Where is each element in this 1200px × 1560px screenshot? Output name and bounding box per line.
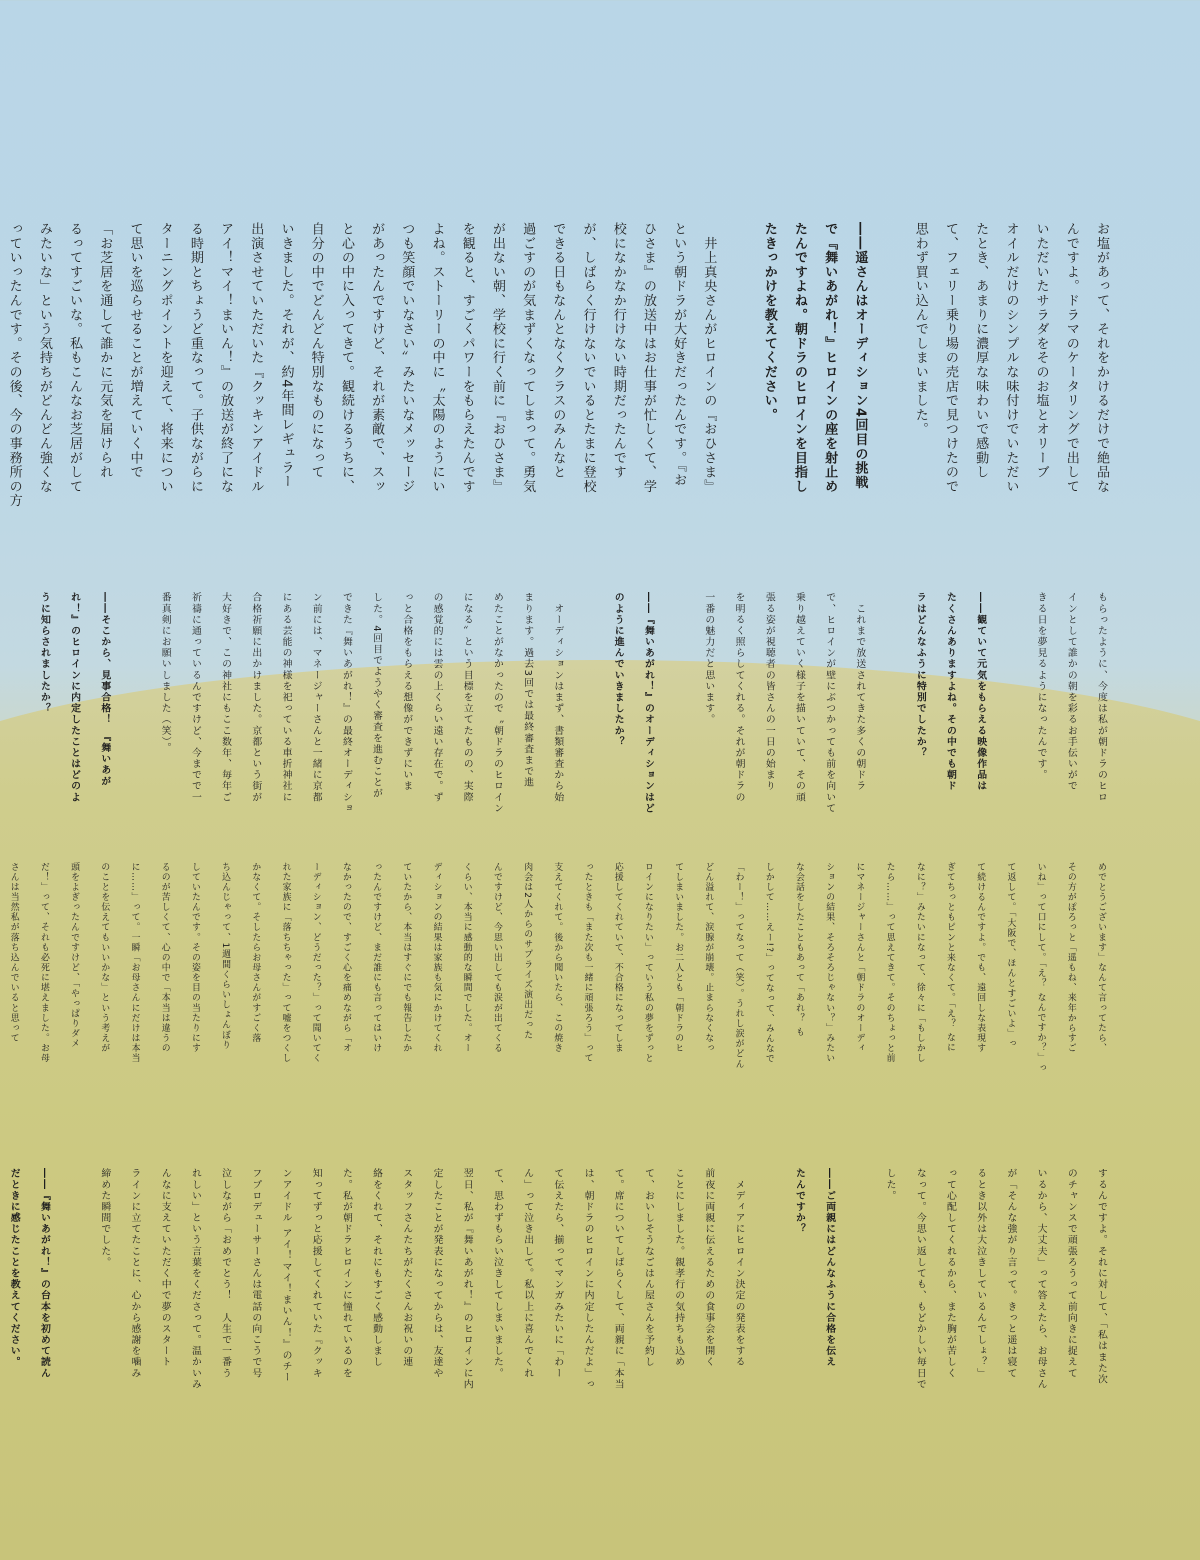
body-line: と心の中に入ってきて。観続けるうちに、 xyxy=(338,222,354,494)
body-line: 絡をくれて、それにもすごく感動しまし xyxy=(371,1168,383,1368)
body-line: を観ると、すごくパワーをもらえたんです xyxy=(459,222,475,494)
body-line: だ！」って、それも必死に堪えました。お母 xyxy=(38,862,49,1064)
body-line: いね」って口にして。「え？ なんですか？」っ xyxy=(1035,862,1046,1074)
question-line: ラはどんなふうに特別でしたか？ xyxy=(914,592,926,759)
body-line: ロインになりたい」っていう私の夢をずっと xyxy=(642,862,653,1064)
body-line: ていたから、本当はすぐにでも報告したか xyxy=(401,862,412,1054)
body-line: どん溢れて、涙腺が崩壊。止まらなくなっ xyxy=(703,862,714,1054)
body-line: もらったように、今度は私が朝ドラのヒロ xyxy=(1096,592,1107,803)
body-line: めでとうございます」なんて言ってたら、 xyxy=(1096,862,1106,1054)
body-line: 締めた瞬間でした。 xyxy=(99,1168,111,1268)
body-line: るとき以外は大泣きしているんでしょ？」 xyxy=(975,1168,987,1379)
body-line: ディションの結果は家族も気にかけてくれ xyxy=(431,862,442,1054)
body-line: て伝えたら、揃ってマンガみたいに「わー xyxy=(552,1168,564,1379)
question-line: たんですか？ xyxy=(793,1168,805,1235)
question-line: で『舞いあがれ！』ヒロインの座を射止め xyxy=(822,222,838,494)
body-line: 「わー！」ってなって（笑）。うれし涙がどん xyxy=(733,862,744,1070)
body-line: きる日を夢見るようになったんです。 xyxy=(1035,592,1047,781)
body-line: 肉会は2人からのサプライズ演出だった xyxy=(522,862,533,1041)
body-line: まります。過去3回では最終審査まで進 xyxy=(522,592,534,789)
body-line: るってすごいな。私もこんなお芝居がして xyxy=(67,222,83,494)
spacer-line xyxy=(844,1168,874,1394)
text-column-middle xyxy=(0,592,1116,818)
body-line: 自分の中でどんどん特別なものになって xyxy=(308,222,324,480)
spacer-line xyxy=(995,592,1025,818)
body-line: 翌日、私が『舞いあがれ！』のヒロインに内 xyxy=(461,1168,473,1390)
body-line: ぎてちっともピンと来なくて。「え？ なに xyxy=(944,862,955,1053)
body-line: たら……」って思えてきて。そのちょっと前 xyxy=(884,862,895,1064)
question-line: ――観ていて元気をもらえる映像作品は xyxy=(975,592,987,792)
body-line: できる日もなんとなくクラスのみんなと xyxy=(550,222,566,480)
body-line: フプロデューサーさんは電話の向こうで号 xyxy=(250,1168,262,1379)
question-line: れ！』のヒロインに内定したことはどのよ xyxy=(69,592,81,803)
body-line: ん」って泣き出して。私以上に喜んでくれ xyxy=(522,1168,534,1379)
question-line: たくさんありますよね。その中でも朝ド xyxy=(944,592,956,792)
body-line: るのが苦しくて、心の中で「本当は違うの xyxy=(159,862,170,1054)
body-line: これまで放送されてきた多くの朝ドラ xyxy=(854,592,866,792)
body-line: て、フェリー乗り場の売店で見つけたので xyxy=(942,222,958,494)
body-line: にマネージャーさんと「朝ドラのオーディ xyxy=(854,862,865,1054)
question-line: だときに感じたことを教えてください。 xyxy=(8,1168,20,1368)
body-line: た。私が朝ドラヒロインに憧れているのを xyxy=(340,1168,352,1379)
text-column-top xyxy=(0,222,1116,512)
body-line: ンアイドル アイ！マイ！まいん！』のチー xyxy=(280,1168,292,1384)
body-line: さんは当然私が落ち込んでいると思って xyxy=(8,862,19,1044)
body-line: 思わず買い込んでしまいました。 xyxy=(912,222,928,437)
body-line: る時期とちょうど重なって。子供ながらに xyxy=(187,222,203,494)
body-line: んですよ。ドラマのケータリングで出して xyxy=(1063,222,1079,494)
body-line: 前夜に両親に伝えるための食事会を開く xyxy=(703,1168,715,1368)
body-line: 「お芝居を通して誰かに元気を届けられ xyxy=(97,222,113,480)
question-line: ――そこから、見事合格！ 『舞いあが xyxy=(99,592,111,787)
body-line: れしい」という言葉をくださって。温かいみ xyxy=(189,1168,201,1390)
body-line: 張る姿が視聴者の皆さんの一日の始まり xyxy=(763,592,775,792)
body-line: ーディション、どうだった？」って聞いてく xyxy=(310,862,321,1064)
body-line: っと合格をもらえる想像ができずにいま xyxy=(401,592,413,792)
body-line: していたんです。その姿を目の当たりにす xyxy=(189,862,200,1054)
body-line: つも笑顔でいなさい〟みたいなメッセージ xyxy=(399,222,415,494)
body-line: にある芸能の神様を祀っている車折神社に xyxy=(280,592,292,803)
spacer-line xyxy=(59,1168,89,1394)
text-column-last xyxy=(0,1168,1116,1394)
body-line: ち込んじゃって、1週間くらいしょんぼり xyxy=(220,862,231,1051)
spacer-line xyxy=(119,592,149,818)
body-line: で、ヒロインが壁にぶつかっても前を向いて xyxy=(824,592,836,814)
body-line: しかして……えー!?」ってなって、みんなで xyxy=(763,862,774,1064)
body-line: たとき、あまりに濃厚な味わいで感動し xyxy=(973,222,989,480)
spacer-line xyxy=(572,592,602,818)
body-line: できた『舞いあがれ！』の最終オーディショ xyxy=(340,592,352,814)
body-line: ラインに立てたことに、心から感謝を噛み xyxy=(129,1168,141,1379)
body-line: は、朝ドラのヒロインに内定したんだよ」っ xyxy=(582,1168,594,1390)
body-line: という朝ドラが大好きだったんです。『お xyxy=(671,222,687,488)
body-line: てしまいました。お二人とも「朝ドラのヒ xyxy=(673,862,684,1054)
question-line: たきっかけを教えてください。 xyxy=(761,222,777,423)
body-line: っていったんです。その後、今の事務所の方 xyxy=(6,222,22,508)
body-line: その方がぽろっと「遥もね、来年からすご xyxy=(1065,862,1076,1054)
body-line: て続けるんですよ。でも、遠回しな表現す xyxy=(975,862,986,1054)
body-line: 頭をよぎったんですけど、「やっぱりダメ xyxy=(69,862,80,1049)
body-line: 知ってずっと応援してくれていた『クッキ xyxy=(310,1168,322,1379)
body-line: オイルだけのシンプルな味付けでいただい xyxy=(1003,222,1019,494)
body-line: 祈禱に通っているんですけど、今までで一 xyxy=(189,592,201,803)
body-line: の感覚的には雲の上くらい遠い存在で。ず xyxy=(431,592,443,803)
spacer-line xyxy=(754,1168,784,1394)
spacer-line xyxy=(874,222,904,512)
body-line: れた家族に「落ちちゃった」って嘘をつくし xyxy=(280,862,291,1064)
body-line: ったときも「また次も一緒に頑張ろう」って xyxy=(582,862,593,1064)
body-line: ったんですけど、まだ誰にも言ってはいけ xyxy=(371,862,382,1054)
body-line: のチャンスで頑張ろうって前向きに捉えて xyxy=(1065,1168,1077,1379)
body-line: かなくて。そしたらお母さんがすごく落 xyxy=(250,862,261,1044)
body-line: 校になかなか行けない時期だったんです xyxy=(610,222,626,480)
body-line: が「そんな強がり言って。きっと遥は寝て xyxy=(1005,1168,1017,1379)
question-line: ――ご両親にはどんなふうに合格を伝え xyxy=(824,1168,836,1368)
body-line: 泣しながら「おめでとう！ 人生で一番う xyxy=(220,1168,232,1379)
body-line: なに？」みたいになって、徐々に「もしかし xyxy=(914,862,925,1064)
body-line: のことを伝えてもいいかな」という考えが xyxy=(99,862,110,1054)
body-line: 定したことが発表になってからは、友達や xyxy=(431,1168,443,1379)
spacer-line xyxy=(874,592,904,818)
body-line: スタッフさんたちがたくさんお祝いの連 xyxy=(401,1168,413,1368)
body-line: なって。今思い返しても、もどかしい毎日で xyxy=(914,1168,926,1390)
body-line: 出演させていただいた『クッキンアイドル xyxy=(248,222,264,494)
body-line: 番真剣にお願いしました（笑）。 xyxy=(159,592,171,754)
body-line: するんですよ。それに対して、「私はまた次 xyxy=(1096,1168,1107,1385)
spacer-line xyxy=(663,592,693,818)
spacer-line xyxy=(0,592,29,818)
spacer-line xyxy=(723,222,753,512)
body-line: めたことがなかったので〝朝ドラのヒロイン xyxy=(491,592,503,814)
body-line: 支えてくれて。後から聞いたら、この焼き xyxy=(552,862,563,1054)
body-line: ひさま』の放送中はお仕事が忙しくて、学 xyxy=(640,222,656,494)
body-line: が、しばらく行けないでいるとたまに登校 xyxy=(580,222,596,494)
body-line: よね。ストーリーの中に〝太陽のようにい xyxy=(429,222,445,494)
body-line: に……」って。一瞬「お母さんにだけは本当 xyxy=(129,862,140,1064)
body-line: があったんですけど、それが素敵で、スッ xyxy=(369,222,385,494)
text-column-bottom xyxy=(0,862,1116,1088)
body-line: んなに支えていただく中で夢のスタート xyxy=(159,1168,171,1368)
body-line: オーディションはまず、書類審査から始 xyxy=(552,592,564,803)
body-line: いただいたサラダをそのお塩とオリーブ xyxy=(1033,222,1049,480)
question-line: ――遥さんはオーディション4回目の挑戦 xyxy=(852,222,868,490)
body-line: て思いを巡らせることが増えていく中で xyxy=(127,222,143,480)
body-line: 乗り越えていく様子を描いていて、その頑 xyxy=(793,592,805,803)
body-line: な会話をしたこともあって「あれ？ も xyxy=(793,862,804,1038)
body-line: 一番の魅力だと思います。 xyxy=(703,592,715,726)
body-line: ターニングポイントを迎えて、将来につい xyxy=(157,222,173,494)
question-line: うに知らされましたか？ xyxy=(38,592,50,714)
body-line: て。席についてしばらくして、両親に「本当 xyxy=(612,1168,624,1390)
body-line: 井上真央さんがヒロインの『おひさま』 xyxy=(701,222,717,494)
body-line: 大好きで、この神社にもここ数年、毎年ご xyxy=(220,592,232,803)
question-line: のように進んでいきましたか？ xyxy=(612,592,624,748)
body-line: ことにしました。親孝行の気持ちも込め xyxy=(673,1168,685,1368)
question-line: ――『舞いあがれ！』の台本を初めて読ん xyxy=(38,1168,50,1379)
body-line: て、おいしそうなごはん屋さんを予約し xyxy=(642,1168,654,1368)
body-line: メディアにヒロイン決定の発表をする xyxy=(733,1168,745,1368)
body-line: になる〟という目標を立てたものの、実際 xyxy=(461,592,473,803)
body-line: くらい、本当に感動的な瞬間でした。オー xyxy=(461,862,472,1054)
question-line: たんですよね。朝ドラのヒロインを目指し xyxy=(791,222,807,494)
body-line: お塩があって、それをかけるだけで絶品な xyxy=(1094,222,1109,494)
body-line: が出ない朝、学校に行く前に『おひさま』 xyxy=(489,222,505,494)
body-line: 応援してくれていて、不合格になってしま xyxy=(612,862,623,1054)
body-line: を明るく照らしてくれる。それが朝ドラの xyxy=(733,592,745,803)
body-line: いるから、大丈夫」って答えたら、お母さん xyxy=(1035,1168,1047,1390)
body-line: アイ！マイ！まいん！』の放送が終了にな xyxy=(218,222,234,494)
body-line: ン前には、マネージャーさんと一緒に京都 xyxy=(310,592,322,803)
body-line: した。 xyxy=(884,1168,896,1202)
body-line: って心配してくれるから、また胸が苦しく xyxy=(944,1168,956,1379)
question-line: ――『舞いあがれ！』のオーディションはど xyxy=(642,592,654,814)
body-line: 合格祈願に出かけました。京都という街が xyxy=(250,592,262,803)
body-line: んですけど、今思い出しても涙が出てくる xyxy=(491,862,502,1054)
body-line: いきました。それが、約4年間レギュラー xyxy=(278,222,294,489)
body-line: した。4回目でようやく審査を進むことが xyxy=(371,592,383,800)
body-line: ションの結果、そろそろじゃない？」みたい xyxy=(824,862,835,1064)
body-line: なかったので、すごく心を痛めながら「オ xyxy=(340,862,351,1054)
body-line: みたいな」という気持ちがどんどん強くな xyxy=(36,222,52,494)
body-line: て返して。「大阪で、ほんとすごいよ」っ xyxy=(1005,862,1016,1049)
body-line: て、思わずもらい泣きしてしまいました。 xyxy=(491,1168,503,1379)
body-line: インとして誰かの朝を彩るお手伝いがで xyxy=(1065,592,1077,792)
body-line: 過ごすのが気まずくなってしまって。勇気 xyxy=(520,222,536,494)
